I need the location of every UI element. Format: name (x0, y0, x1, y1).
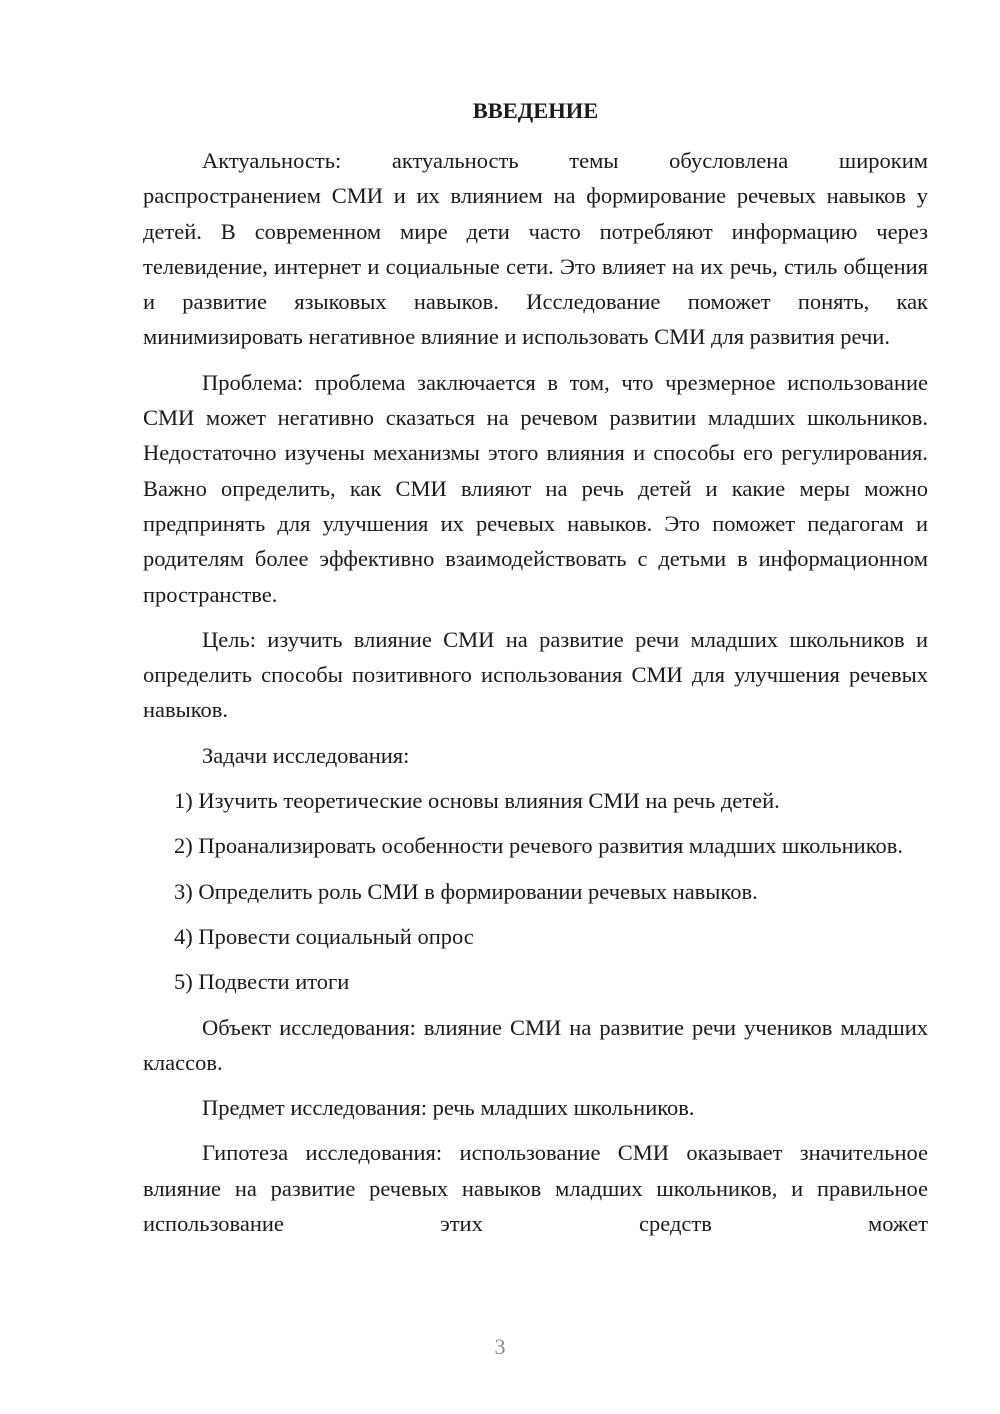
page-number: 3 (494, 1334, 506, 1359)
page-title: ВВЕДЕНИЕ (472, 98, 599, 123)
subject-paragraph: Предмет исследования: речь младших школьников. (202, 1095, 695, 1121)
object-paragraph: Объект исследования: влияние СМИ на развитие речи учеников младших классов. (143, 1014, 928, 1075)
tasks-heading: Задачи исследования: (202, 742, 410, 768)
task-item-4: 4) Провести социальный опрос (174, 923, 474, 949)
task-item-5: 5) Подвести итоги (174, 969, 350, 995)
task-item-1: 1) Изучить теоретические основы влияния СМИ на речь детей. (174, 788, 780, 814)
problem-paragraph: Проблема: проблема заключается в том, что чрезмерное использование СМИ может негативно сказаться на речевом развитии младших школьников. Недостаточно изучены механизмы этого влияния и способы его регулирования. Важно определить, как СМИ влияют на речь детей и какие меры можно предпринять для улучшения их речевых навыков. Это поможет педагогам и родителям более эффективно взаимодействовать с детьми в информационном пространстве. (143, 369, 928, 607)
task-item-2: 2) Проанализировать особенности речевого развития младших школьников. (174, 833, 903, 859)
goal-paragraph: Цель: изучить влияние СМИ на развитие речи младших школьников и определить способы позитивного использования СМИ для улучшения речевых навыков. (143, 626, 928, 723)
task-item-3: 3) Определить роль СМИ в формировании речевых навыков. (174, 878, 758, 904)
hypothesis-paragraph: Гипотеза исследования: использование СМИ оказывает значительное влияние на развитие речевых навыков младших школьников, и правильное использование этих средств может (143, 1140, 928, 1237)
document-body (143, 95, 928, 1241)
relevance-paragraph: Актуальность: актуальность темы обусловлена широким распространением СМИ и их влиянием на формирование речевых навыков у детей. В современном мире дети часто потребляют информацию через телевидение, интернет и социальные сети. Это влияет на их речь, стиль общения и развитие языковых навыков. Исследование поможет понять, как минимизировать негативное влияние и использовать СМИ для развития речи. (143, 148, 928, 350)
